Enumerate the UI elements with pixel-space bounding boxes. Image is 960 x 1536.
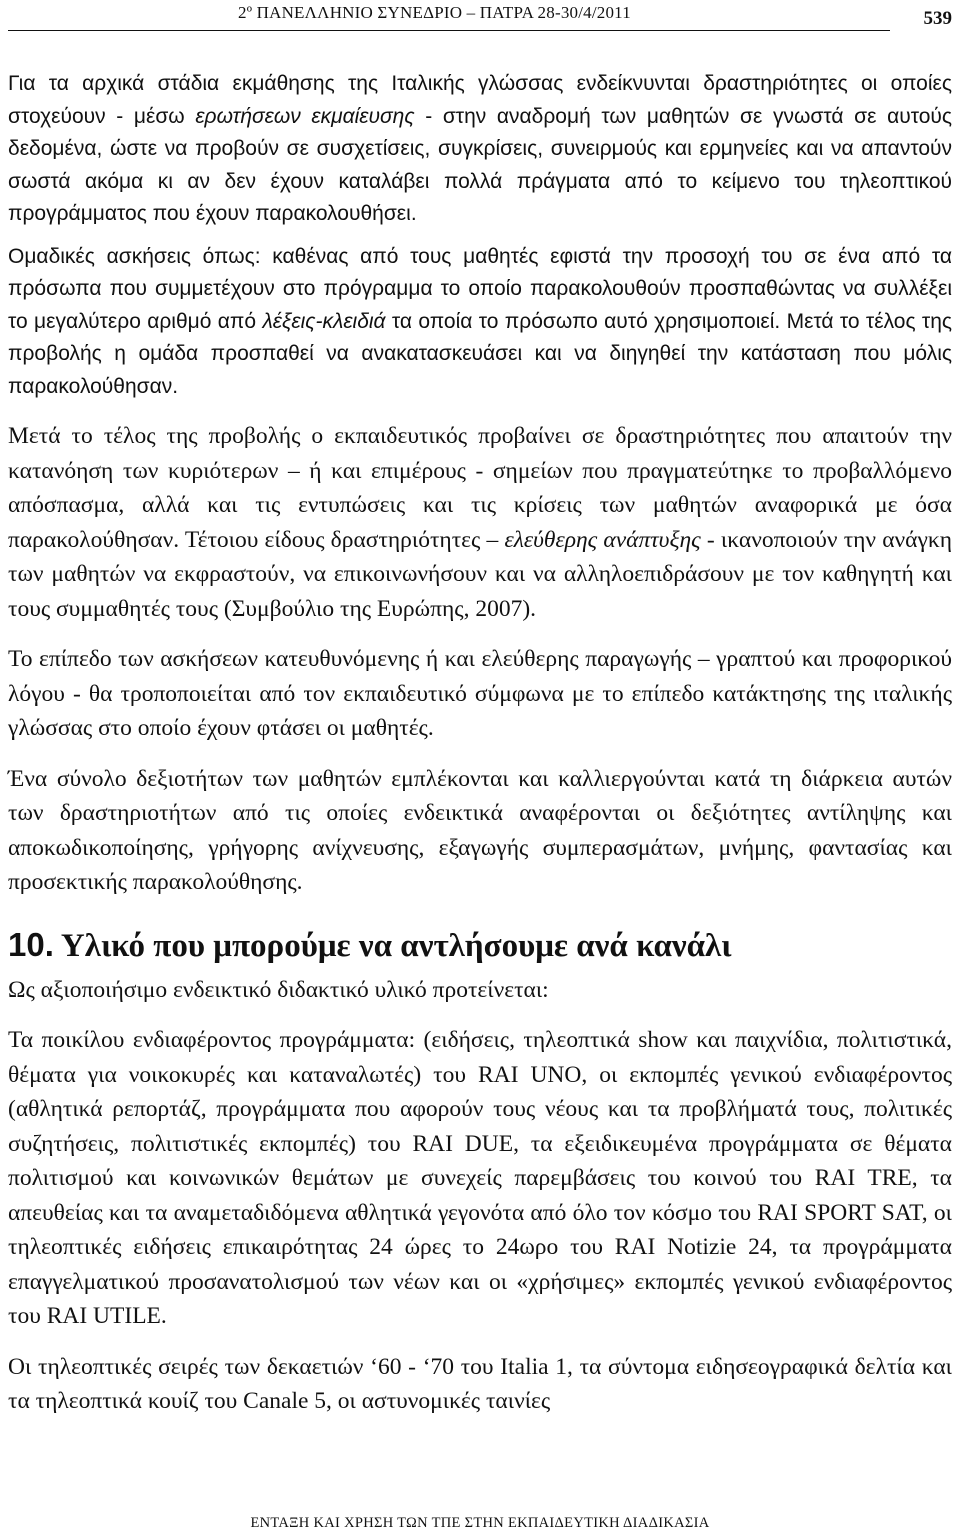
paragraph-6: Ως αξιοποιήσιμο ενδεικτικό διδακτικό υλικό προτείνεται: <box>8 976 549 1003</box>
page-header <box>0 0 960 40</box>
page-number: 539 <box>923 8 952 29</box>
paragraph-3-text-a: Μετά το τέλος της προβολής ο εκπαιδευτικός προβαίνει σε δραστηριότητες που απαιτούν την κατανόηση των κυριότερων – ή και επιμέρους - σημείων που πραγματεύτηκε το προβαλλόμενο απόσπασμα, αλλά και τις εντυπώσεις και τις κρίσεις των μαθητών αναφορικά με όσα παρακολούθησαν. Τέτοιου είδους δραστηριότητες – <box>8 423 952 553</box>
paragraph-2-italic: λέξεις-κλειδιά <box>262 309 386 333</box>
paragraph-1-text-a: Για τα αρχικά στάδια εκμάθησης της Ιταλικής γλώσσας ενδείκνυνται δραστηριότητες οι οποίες στοχεύουν - μέσω <box>8 72 952 128</box>
paragraph-3-italic: ελεύθερης ανάπτυξης <box>504 526 701 553</box>
paragraph-2-text-a: Ομαδικές ασκήσεις όπως: καθένας από τους μαθητές εφιστά την προσοχή του σε ένα από τα πρόσωπα που συμμετέχουν στο πρόγραμμα το οποίο παρακολουθούν προσπαθώντας να συλλέξει το μεγαλύτερο αριθμό από <box>8 244 952 333</box>
paragraph-7: Τα ποικίλου ενδιαφέροντος προγράμματα: (ειδήσεις, τηλεοπτικά show και παιχνίδια, πολιτιστικά, θέματα για νοικοκυρές και καταναλωτές) του RAI UNO, οι εκπομπές γενικού ενδιαφέροντος (αθλητικά ρεπορτάζ, προγράμματα που αφορούν τους νέους και τα προβλήματά τους, πολιτικές συζητήσεις, πολιτιστικές εκπομπές) του RAI DUE, τα εξειδικευμένα προγράμματα σε θέματα πολιτισμού και κοινωνικών θεμάτων με συνεχείς παρεμβάσεις του κοινού του RAI TRE, τα απευθείας και τα αναμεταδιδόμενα αθλητικά γεγονότα από όλο τον κόσμο του RAI SPORT SAT, οι τηλεοπτικές ειδήσεις επικαιρότητας 24 ώρες το 24ωρο του RAI Notizie 24, τα προγράμματα επαγγελματικού προσανατολισμού των νέων και οι «χρήσιμες» εκπομπές γενικού ενδιαφέροντος του RAI UTILE. <box>8 1027 952 1329</box>
paragraph-3-text-b: - ικανοποιούν την ανάγκη των μαθητών να εκφραστούν, να επικοινωνήσουν και να αλληλοεπιδράσουν με τον καθηγητή και τους συμμαθητές τους (Συμβούλιο της Ευρώπης, 2007). <box>8 526 952 622</box>
paragraph-5: Ένα σύνολο δεξιοτήτων των μαθητών εμπλέκονται και καλλιεργούνται κατά τη διάρκεια αυτών των δραστηριοτήτων από τις οποίες ενδεικτικά αναφέρονται οι δεξιότητες αντίληψης και αποκωδικοποίησης, γρήγορης ανίχνευσης, εξαγωγής συμπερασμάτων, μνήμης, φαντασίας και προσεκτικής παρακολούθησης. <box>8 765 952 895</box>
page-body <box>8 68 952 1435</box>
paragraph-3 <box>8 419 952 626</box>
section-heading <box>8 924 952 967</box>
paragraph-1 <box>8 68 952 231</box>
paragraph-1-text-b: - στην αναδρομή των μαθητών σε γνωστά σε αυτούς δεδομένα, ώστε να προβούν σε συσχετίσεις, συγκρίσεις, συνειρμούς και ερμηνείες και να απαντούν σωστά ακόμα κι αν δεν έχουν καταλάβει πολλά πράγματα από το κείμενο του τηλεοπτικού προγράμματος που έχουν παρακολουθήσει. <box>8 104 953 225</box>
section-title: Υλικό που μπορούμε να αντλήσουμε ανά κανάλι <box>60 927 732 964</box>
paragraph-1-italic: ερωτήσεων εκμαίευσης <box>195 104 415 128</box>
paragraph-4: Το επίπεδο των ασκήσεων κατευθυνόμενης ή και ελεύθερης παραγωγής – γραπτού και προφορικού λόγου - θα τροποποιείται από τον εκπαιδευτικό σύμφωνα με το επίπεδο κατάκτησης της ιταλικής γλώσσας στο οποίο έχουν φτάσει οι μαθητές. <box>8 646 952 741</box>
paragraph-2 <box>8 241 952 404</box>
running-header-title: 2º ΠΑΝΕΛΛΗΝΙΟ ΣΥΝΕΔΡΙΟ – ΠΑΤΡΑ 28-30/4/2011 <box>238 3 631 22</box>
paragraph-2-text-b: τα οποία το πρόσωπο αυτό χρησιμοποιεί. Μετά το τέλος της προβολής η ομάδα προσπαθεί να ανακατασκευάσει και να διηγηθεί την κατάσταση που μόλις παρακολούθησαν. <box>8 309 953 398</box>
header-rule <box>8 30 890 31</box>
section-number: 10. <box>8 925 54 963</box>
page-footer: ΕΝΤΑΞΗ ΚΑΙ ΧΡΗΣΗ ΤΩΝ ΤΠΕ ΣΤΗΝ ΕΚΠΑΙΔΕΥΤΙΚΗ ΔΙΑΔΙΚΑΣΙΑ <box>250 1515 710 1531</box>
paragraph-8: Οι τηλεοπτικές σειρές των δεκαετιών ‘60 - ‘70 του Italia 1, τα σύντομα ειδησεογραφικά δελτία και τα τηλεοπτικά κουίζ του Canale 5, οι αστυνομικές ταινίες <box>8 1353 952 1414</box>
